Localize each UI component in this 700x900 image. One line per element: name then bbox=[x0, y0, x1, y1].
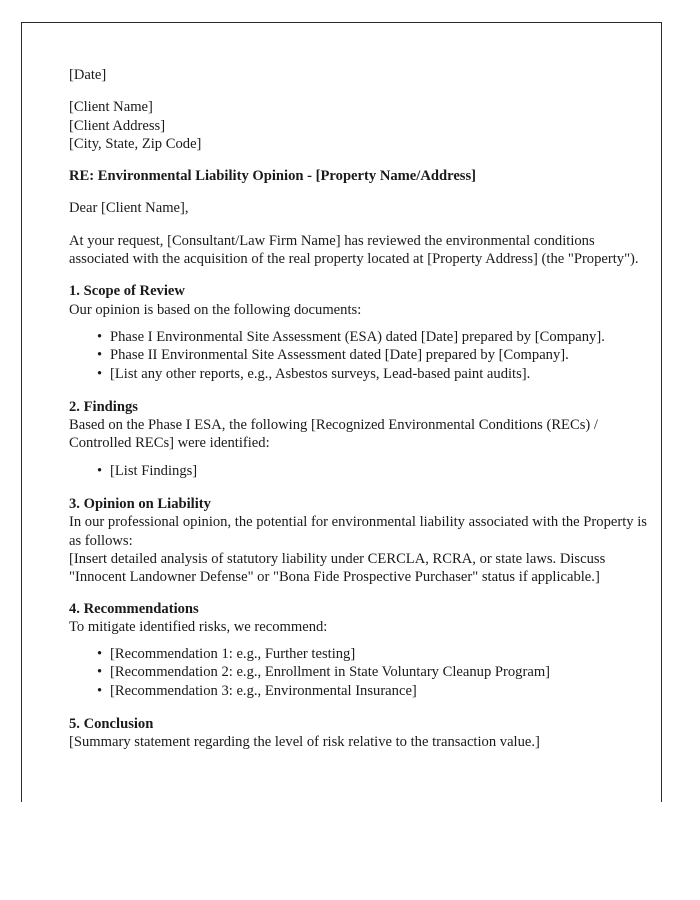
recipient-address: [Client Address] bbox=[69, 117, 166, 134]
section-lead-text: In our professional opinion, the potential for environmental liability associated with the Property is as follows: bbox=[69, 514, 647, 549]
section-lead-text: [Summary statement regarding the level of risk relative to the transaction value.] bbox=[69, 734, 540, 751]
date-line: [Date] bbox=[69, 67, 107, 83]
date-block bbox=[69, 66, 655, 84]
intro-paragraph-block bbox=[69, 232, 655, 269]
section-body-text: [Insert detailed analysis of statutory liability under CERCLA, RCRA, or state laws. Discuss "Innocent Landowner Defense" or "Bona Fide Prospective Purchaser" status if applicable.] bbox=[69, 550, 606, 586]
section-recommendations bbox=[69, 600, 655, 700]
re-subject-line: RE: Environmental Liability Opinion - [Property Name/Address] bbox=[69, 168, 477, 185]
intro-paragraph: At your request, [Consultant/Law Firm Name] has reviewed the environmental conditions associated with the acquisition of the real property located at [Property Address] (the "Property"). bbox=[69, 232, 639, 268]
recipient-name: [Client Name] bbox=[69, 99, 153, 116]
scope-of-review-list bbox=[69, 328, 655, 383]
list-item: • Phase I Environmental Site Assessment (ESA) dated [Date] prepared by [Company]. bbox=[69, 328, 655, 346]
list-item: • [Recommendation 3: e.g., Environmental Insurance] bbox=[69, 682, 655, 700]
section-lead-text: To mitigate identified risks, we recommend: bbox=[69, 618, 328, 635]
recipient-city-state-zip: [City, State, Zip Code] bbox=[69, 135, 202, 152]
re-line-block bbox=[69, 167, 655, 185]
recipient-address-block bbox=[69, 98, 655, 153]
list-item: • Phase II Environmental Site Assessment dated [Date] prepared by [Company]. bbox=[69, 346, 655, 364]
findings-list bbox=[69, 462, 655, 480]
section-heading: 5. Conclusion bbox=[69, 716, 154, 733]
section-lead-text: Based on the Phase I ESA, the following [Recognized Environmental Conditions (RECs) / Controlled RECs] were identified: bbox=[69, 417, 598, 452]
section-heading: 2. Findings bbox=[69, 398, 138, 415]
list-item: • [Recommendation 1: e.g., Further testing] bbox=[69, 645, 655, 663]
section-opinion-on-liability bbox=[69, 495, 655, 586]
list-item: • [Recommendation 2: e.g., Enrollment in State Voluntary Cleanup Program] bbox=[69, 663, 655, 681]
section-lead-text: Our opinion is based on the following documents: bbox=[69, 301, 362, 318]
document-page-frame bbox=[21, 22, 662, 802]
section-scope-of-review bbox=[69, 282, 655, 382]
list-item: • [List Findings] bbox=[69, 462, 655, 480]
section-heading: 3. Opinion on Liability bbox=[69, 496, 211, 513]
section-conclusion bbox=[69, 715, 655, 752]
list-item: • [List any other reports, e.g., Asbestos surveys, Lead-based paint audits]. bbox=[69, 365, 655, 383]
section-heading: 4. Recommendations bbox=[69, 600, 199, 617]
document-body bbox=[69, 66, 655, 752]
section-findings bbox=[69, 398, 655, 480]
section-heading: 1. Scope of Review bbox=[69, 283, 185, 300]
salutation: Dear [Client Name], bbox=[69, 200, 189, 217]
salutation-block bbox=[69, 199, 655, 217]
recommendations-list bbox=[69, 645, 655, 700]
